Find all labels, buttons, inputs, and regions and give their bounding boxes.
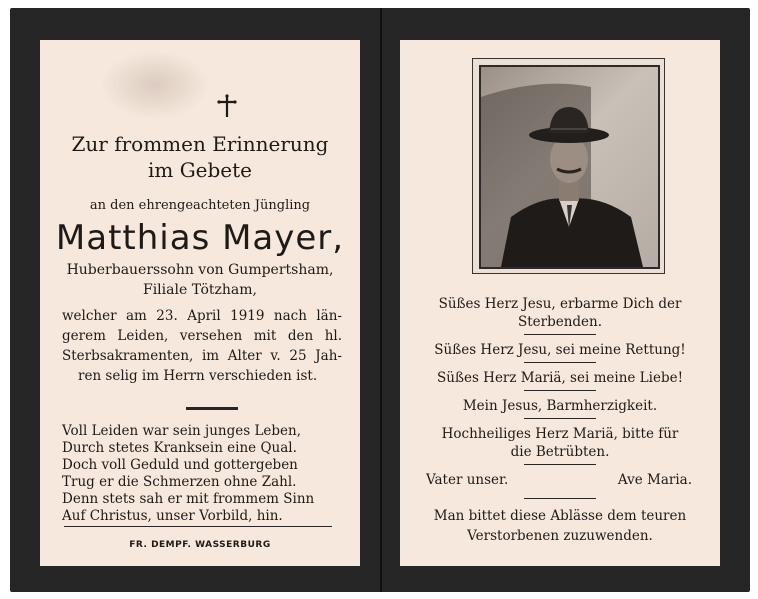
card-fold bbox=[380, 8, 382, 592]
portrait-photo bbox=[479, 65, 660, 269]
prayer-1-line-2: Sterbenden. bbox=[517, 314, 603, 330]
verse-line: Voll Leiden war sein junges Leben, bbox=[62, 423, 302, 439]
verse-line: Trug er die Schmerzen ohne Zahl. bbox=[62, 474, 297, 490]
deceased-name: Matthias Mayer, bbox=[55, 218, 345, 258]
cross-icon bbox=[216, 94, 238, 123]
separator bbox=[524, 418, 596, 419]
right-panel bbox=[400, 40, 720, 566]
paper-stain bbox=[100, 50, 210, 120]
ave-maria: Ave Maria. bbox=[617, 472, 692, 488]
separator bbox=[524, 498, 596, 499]
bottom-rule bbox=[64, 526, 332, 527]
separator bbox=[524, 362, 596, 363]
closing-line-1: Man bittet diese Ablässe dem teuren bbox=[433, 508, 687, 524]
obituary-line: welcher am 23. April 1919 nach län- bbox=[62, 308, 342, 324]
prayer-3: Süßes Herz Mariä, sei meine Liebe! bbox=[437, 370, 683, 386]
verse-line: Durch stetes Kranksein eine Qual. bbox=[62, 440, 297, 456]
obituary-line: ren selig im Herrn verschieden ist. bbox=[78, 368, 318, 384]
prayer-2: Süßes Herz Jesu, sei meine Rettung! bbox=[434, 342, 686, 358]
vater-unser: Vater unser. bbox=[426, 472, 509, 488]
verse-line: Denn stets sah er mit frommem Sinn bbox=[62, 491, 315, 507]
title-line-1: Zur frommen Erinnerung bbox=[71, 132, 329, 156]
verse-line: Auf Christus, unser Vorbild, hin. bbox=[62, 508, 283, 524]
title-line-2: im Gebete bbox=[147, 158, 253, 182]
intro-text: an den ehrengeachteten Jüngling bbox=[89, 198, 311, 213]
obituary-line: Sterbsakramenten, im Alter v. 25 Jah- bbox=[62, 348, 342, 364]
separator bbox=[524, 390, 596, 391]
verse-line: Doch voll Geduld und gottergeben bbox=[62, 457, 298, 473]
printer-imprint: FR. DEMPF. WASSERBURG bbox=[129, 540, 271, 550]
origin-line-1: Huberbauerssohn von Gumpertsham, bbox=[66, 262, 334, 278]
separator bbox=[524, 464, 596, 465]
origin-line-2: Filiale Tötzham, bbox=[142, 282, 258, 298]
prayer-5-line-2: die Betrübten. bbox=[510, 444, 610, 460]
closing-line-2: Verstorbenen zuzuwenden. bbox=[467, 528, 653, 544]
obituary-line: gerem Leiden, versehen mit den hl. bbox=[62, 328, 342, 344]
prayer-5-line-1: Hochheiliges Herz Mariä, bitte für bbox=[441, 426, 679, 442]
left-panel bbox=[40, 40, 360, 566]
portrait-frame bbox=[472, 58, 665, 274]
prayer-1-line-1: Süßes Herz Jesu, erbarme Dich der bbox=[438, 296, 682, 312]
divider-rule bbox=[186, 407, 238, 410]
separator bbox=[524, 334, 596, 335]
memorial-card bbox=[10, 8, 750, 592]
prayer-4: Mein Jesus, Barmherzigkeit. bbox=[462, 398, 658, 414]
